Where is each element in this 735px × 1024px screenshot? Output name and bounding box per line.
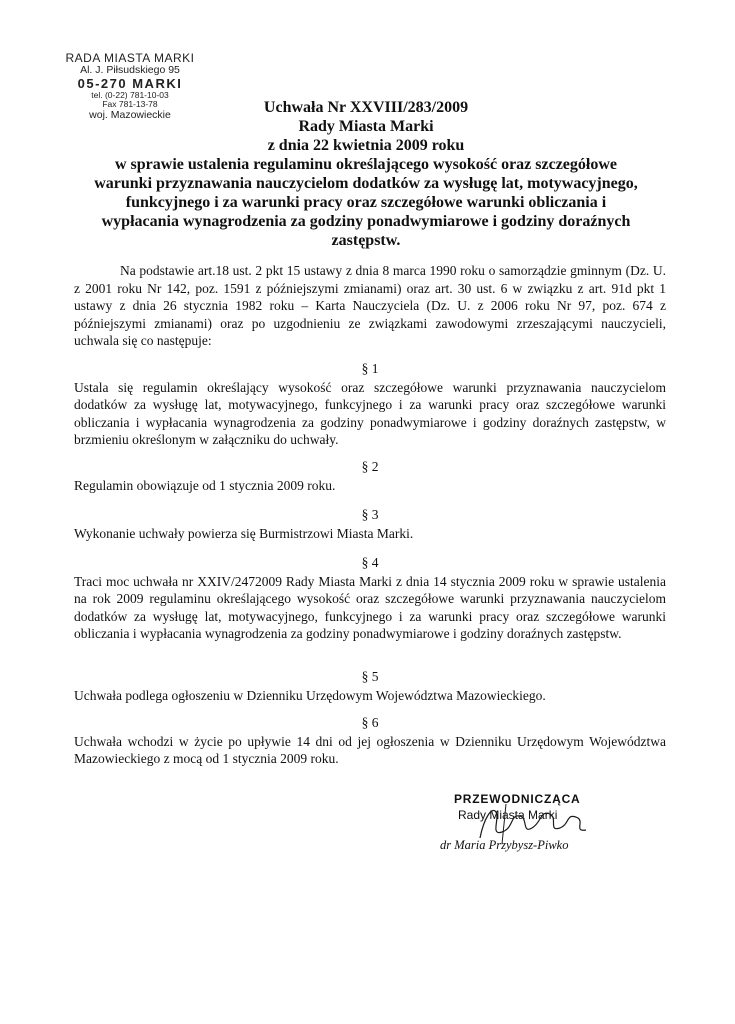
section-sign: § 3	[361, 507, 379, 522]
signature-title: PRZEWODNICZĄCA	[454, 792, 581, 806]
resolution-subject-line: funkcyjnego i za warunki pracy oraz szczegółowe warunki obliczania i	[125, 194, 607, 211]
section-text: Uchwała wchodzi w życie po upływie 14 dni od jej ogłoszenia w Dzienniku Urzędowym Województwa Mazowieckiego z mocą od 1 stycznia 2009 roku.	[74, 733, 666, 766]
legal-basis-preamble: Na podstawie art.18 ust. 2 pkt 15 ustawy z dnia 8 marca 1990 roku o samorządzie gminnym (Dz. U. z 2001 roku Nr 142, poz. 1591 z późniejszymi zmianami) oraz art. 30 ust. 6 w związku z art. 91d pkt 1 ustawy z dnia 26 stycznia 1982 roku – Karta Nauczyciela (Dz. U. z 2006 roku Nr 97, poz. 674 z późniejszymi zmianami) oraz po uzgodnieniu ze związkami zawodowymi zrzeszającymi nauczycieli, uchwala się co następuje:	[74, 263, 666, 348]
signature-block	[432, 792, 632, 862]
resolution-subject-line: wypłacania wynagrodzenia za godziny ponadwymiarowe i godziny doraźnych	[101, 213, 631, 230]
section-4	[74, 554, 666, 643]
section-sign: § 4	[361, 555, 379, 570]
resolution-header	[60, 98, 672, 250]
resolution-subject-line: warunki przyznawania nauczycielom dodatków za wysługę lat, motywacyjnego,	[94, 175, 638, 192]
section-2	[74, 458, 666, 494]
stamp-line-postcode: 05-270 MARKI	[77, 75, 183, 91]
resolution-date: z dnia 22 kwietnia 2009 roku	[267, 137, 465, 154]
resolution-council: Rady Miasta Marki	[298, 118, 434, 135]
section-sign: § 6	[361, 715, 379, 730]
stamp-line-phone: tel. (0-22) 781-10-03	[91, 89, 169, 100]
section-3	[74, 506, 666, 542]
section-text: Regulamin obowiązuje od 1 stycznia 2009 roku.	[74, 477, 336, 493]
stamp-line-council: RADA MIASTA MARKI	[65, 51, 195, 65]
resolution-subject-line: w sprawie ustalenia regulaminu określającego wysokość oraz szczegółowe	[114, 156, 617, 173]
section-sign: § 2	[361, 459, 379, 474]
section-5	[74, 668, 666, 704]
section-6	[74, 714, 666, 768]
section-1	[74, 360, 666, 449]
stamp-line-province: woj. Mazowieckie	[89, 108, 171, 121]
resolution-title: Uchwała Nr XXVIII/283/2009	[263, 99, 469, 116]
section-sign: § 1	[361, 361, 379, 376]
section-text: Uchwała podlega ogłoszeniu w Dzienniku Urzędowym Województwa Mazowieckiego.	[74, 687, 546, 703]
stamp-line-street: Al. J. Piłsudskiego 95	[80, 64, 180, 76]
section-text: Ustala się regulamin określający wysokość oraz szczegółowe warunki przyznawania nauczycielom dodatków za wysługę lat, motywacyjnego, funkcyjnego i za warunki pracy oraz szczegółowe warunki obliczania i wypłacania wynagrodzenia za godziny ponadwymiarowe i godziny doraźnych zastępstw, w brzmieniu określonym w załączniku do uchwały.	[74, 379, 666, 447]
section-text: Traci moc uchwała nr XXIV/2472009 Rady Miasta Marki z dnia 14 stycznia 2009 roku w sprawie ustalenia na rok 2009 regulaminu określającego wysokość oraz szczegółowe warunki przyznawania nauczycielom dodatków za wysługę lat, motywacyjnego, funkcyjnego i za warunki pracy oraz szczegółowe warunki obliczania i wypłacania wynagrodzenia za godziny ponadwymiarowe i godziny doraźnych zastępstw.	[74, 573, 666, 641]
section-text: Wykonanie uchwały powierza się Burmistrzowi Miasta Marki.	[74, 525, 414, 541]
stamp-line-fax: Fax 781-13-78	[102, 99, 158, 109]
signatory-name: dr Maria Przybysz-Piwko	[440, 838, 569, 852]
resolution-subject-line: zastępstw.	[331, 232, 401, 249]
section-sign: § 5	[361, 669, 379, 684]
signature-subtitle: Rady Miasta Marki	[458, 808, 558, 822]
